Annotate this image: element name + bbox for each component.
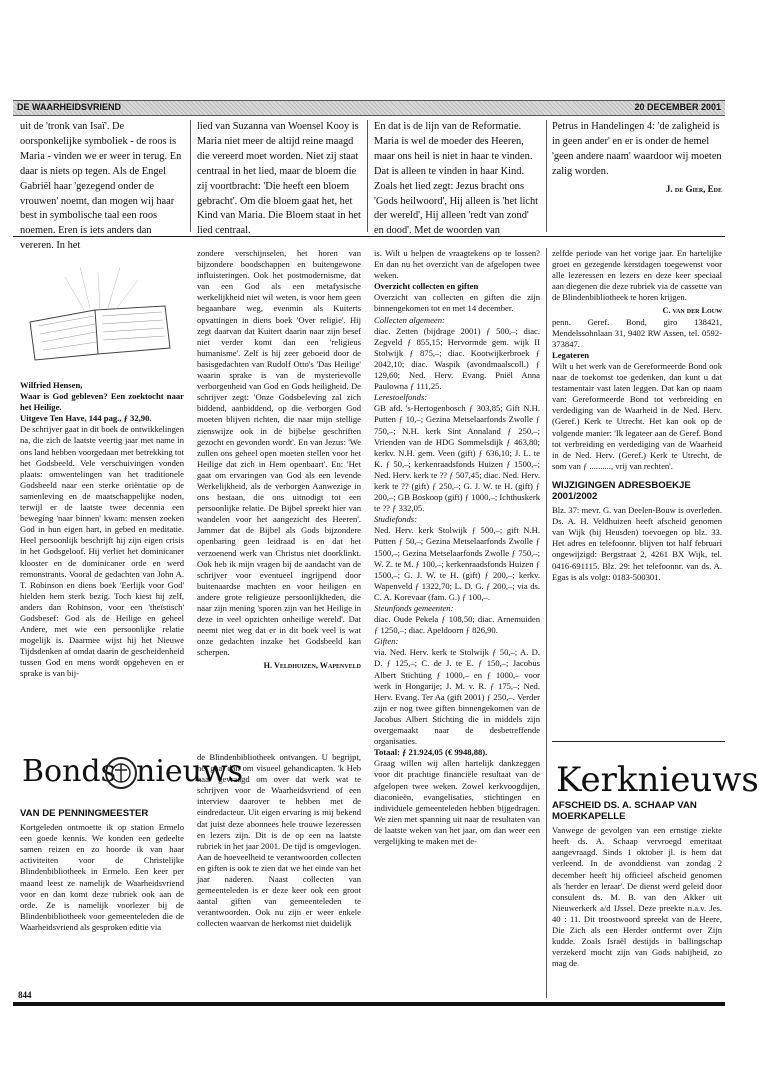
top-article-signature: J. de Gier, Ede [665, 183, 722, 194]
review-col1: Wilfried Hensen, Waar is God gebleven? Een zoektocht naar het Heilige. Uitgeve Ten Have, 144 pag., ƒ 32,90. De schrijver gaat in dit boek de ontwikkelingen na, die zich de laatste veertig jaar met name in ons land hebben voorgedaan met betrekking tot het Godsbeeld. Vele verschuivingen vonden plaats: omwentelingen van het traditionele Godsbeeld naar een sterke oriëntatie op de samenleving en de maatschappelijke noden, terwijl er de laatste twee decennia een beweging 'naar binnen' kwam: mensen zoeken God in hun eigen hart, in gebed en meditatie. Heel persoonlijk beschrijft hij zijn eigen crisis in het Godsgeloof. Hij verliet het dominicaner klooster en de dominicaner orde en werd remonstrants. Vooral de gedachten van John A. T. Robinson en diens boek 'Eerlijk voor God' hielden hem sterk bezig. Toch kiest hij zelf, anders dan Robinson, voor een 'theïstisch' Godsbesef: God als de Heilige en geheel Andere, met wie een persoonlijke relatie mogelijk is. Daarmee wijst hij het Nieuwe Tijdsdenken af omdat daarin de gescheidenheid tussen God en mens wordt opgeheven en er sprake is van bij- [20, 380, 184, 679]
column-rule [190, 120, 191, 232]
penningmeester-signature: C. van der Louw [662, 306, 722, 316]
footer-bar [13, 1002, 725, 1006]
page-header [13, 100, 725, 116]
penningmeester-heading: VAN DE PENNINGMEESTER [20, 808, 149, 819]
collections-total: Totaal: ƒ 21.924,05 (€ 9948,88). [374, 747, 488, 758]
kerknieuws-col: AFSCHEID DS. A. SCHAAP VAN MOERKAPELLE Vanwege de gevolgen van een ernstige ziekte heeft ds. A. Schaap vervroegd emeritaat aangevraagd. Sinds 1 oktober jl. is hem dat verleend. In de avonddienst van zondag 2 december heeft hij officieel afscheid genomen als 'herder en leraar'. De dienst werd geleid door consulent ds. M. B. van den Akker uit Nieuwerkerk a/d IJssel. Deze preekte n.a.v. Jes. 40 : 11. Dit troostwoord spreekt van de Heere, Die Zich als een Herder ontfermt over Zijn kudde. Zoals Israël destijds in ballingschap verzekerd mocht zijn van Gods nabijheid, zo mag de [552, 800, 722, 969]
top-article-col3: En dat is de lijn van de Reformatie. Maria is wel de moeder des Heeren, maar ons heil is niet in haar te vinden. Dat is alleen te vinden in haar Kind. Zoals het lied zegt: Jezus bracht ons 'Gods heilwoord', Hij alleen is 'het licht der wereld', Hij alleen 'redt van zond' en dood'. Met de woorden van [374, 121, 539, 237]
review-author: Wilfried Hensen, [20, 380, 83, 390]
book-illustration [20, 252, 180, 372]
column-rule [367, 120, 368, 232]
divider [552, 741, 725, 742]
top-article-col1: uit de 'tronk van Isaï'. De oorsponkelijke symboliek - de roos is Maria - vinden we er weer in terug. En daar is niets op tegen. Als de Engel Gabriël haar 'gezegend onder de vrouwen' noemt, dan mogen wij haar best in symbolische taal een roos noemen. Eren is iets anders dan vereren. In het [20, 121, 182, 252]
bondsnieuws-logo: Bonds nieuws [22, 754, 244, 789]
bond-emblem-icon [104, 756, 138, 790]
review-signature: H. Veldhuizen, Wapenveld [263, 661, 361, 671]
divider [13, 236, 725, 237]
column-rule [546, 120, 547, 232]
column-rule [546, 248, 547, 998]
collections-col: is. Wilt u helpen de vraagtekens op te lossen? En dan nu het overzicht van de afgelopen twee weken. Overzicht collecten en giften Overzicht van collecten en giften die zijn binnengekomen tot en met 14 december. Collecten algemeen: diac. Zetten (bijdrage 2001) ƒ 500,–; diac. Zegveld ƒ 855,15; Hervormde gem. wijk II Stolwijk ƒ 875,–; diac. Kootwijkerbroek ƒ 2042,10; diac. Waspik (avondmaalscoll.) ƒ 129,60; Ned. Herv. Evang. Pniël Anna Paulowna ƒ 111,25. Lerestoelfonds: GB afd. 's-Hertogenbosch ƒ 303,85; Gift N.H. Putten ƒ 10,–; Gezina Metselaarfonds Zwolle ƒ 750,–; N.H. kerk Sint Annaland ƒ 250,–; Vrienden van de HDG Sommelsdijk ƒ 463,80; kerkv. N.H. gem. Veen (gift) ƒ 636,10; J. L. te K. ƒ 50,–; kerkenraadsfonds Huizen ƒ 1500,–; Ned. Herv. kerk te ?? ƒ 507,45; diac. Ned. Herv. kerk te ?? (gift) ƒ 250,–; G. J. W. te H. (gift) ƒ 200,–; GB Boskoop (gift) ƒ 1000,–; Ichthuskerk te ?? ƒ 332,05. Studiefonds: Ned. Herv. kerk Stolwijk ƒ 500,–; gift N.H. Putten ƒ 50,–; Gezina Metselaarfonds Zwolle ƒ 1500,–; Gezina Metselaarfonds Zwolle ƒ 750,–; W. Z. te M. ƒ 100,–; kerkenraadsfonds Huizen ƒ 1500,–; G. J. W. te H. (gift) ƒ 200,–; kerkv. Wapenveld ƒ 1322,70; L. D. G. ƒ 200,–; via ds. C. A. Korevaar (fam. G.) ƒ 100,–. Steunfonds gemeenten: diac. Oude Pekela ƒ 108,50; diac. Arnemuiden ƒ 1250,–; diac. Apeldoorn ƒ 826,90. Giften: via. Ned. Herv. kerk te Stolwijk ƒ 50,–; A. D. D. ƒ 125,–; C. de J. te E. ƒ 150,–; Jacobus Albert Stichting ƒ 1000,– en ƒ 1000,– voor werk in Hongarije; J. M. v. R. ƒ 175,–; Ned. Herv. Evang. Ter Aa (gift 2001) ƒ 250,–. Verder zijn er nog twee giften binnengekomen van de Jacobus Albert Stichting die in middels zijn overgemaakt naar de desbetreffende organisaties. Totaal: ƒ 21.924,05 (€ 9948,88). Graag willen wij allen hartelijk dankzeggen voor dit prachtige financiële resultaat van de afgelopen twee weken. Zowel kerkvoogdijen, diaconieën, evangelisaties, stichtingen en individuele gemeenteleden hebben bijgedragen. We zien met spanning uit naar de resultaten van de laatste weken van het jaar, om dan weer een vergelijking te maken met de- [374, 248, 540, 846]
top-article-col2: lied van Suzanna van Woensel Kooy is Maria niet meer de altijd reine maagd die vereerd moet worden. Niet zij staat centraal in het lied, maar de bloem die zij voortbracht: 'Die heeft een bloem gebracht'. Om die bloem gaat het, het Kind van Maria. Die Bloem staat in het lied centraal. [197, 121, 361, 237]
publication-title: DE WAARHEIDSVRIEND [17, 102, 122, 112]
review-col2: zondere verschijnselen, het horen van bijzondere boodschappen en buitengewone influisteringen. Ook het postmodernisme, dat van een God als een metafysische werkelijkheid niet wil weten, is voor hem geen begaanbare weg, evenmin als Kuiterts opvattingen in diens boek 'Over religie'. Hij zegt daarvan dat Kuitert daarin naar zijn besef niet verder komt dan een 'religieus humanisme'. Zelf is hij zeer geboeid door de basisgedachten van Rudolf Otto's 'Das Heilige' waarin sprake is van de mysterievolle verborgenheid van God en Gods heiligheid. De schrijver zegt: 'Onze Godsbeleving zal zich biddend, aanbiddend, op die verborgen God moeten blijven richten, die naar mijn stellige zienswijze ook in de bijbelse geschriften gezocht en gevonden wordt'. En van Jezus: 'We zullen ons geheel open moeten stellen voor het Heilige dat zich in Hem openbaart'. En: 'Het gaat om ervaringen van God als een levende Werkelijkheid, als de verborgen Aanwezige in ons bestaan, die ons uitnodigt tot een persoonlijke relatie. De Bijbel spreekt hier van wandelen voor het aangezicht des Heeren'. Jammer dat de Bijbel als Gods bijzondere openbaring geen leidraad is en dat het verzoenend werk van Christus niet doorklinkt. Ook heb ik mijn vragen bij de aandacht van de schrijver voor eventueel ingrijpend door buitenaardse machten en voor heiligen en andere grote religieuze persoonlijkheden, die naar zijn mening 'sporen zijn van het Heilige in deze in veel opzichten onheilige wereld'. Dat neemt niet weg dat er in dit boek veel is wat onze gedachten inzake het Godsbeeld kan scherpen. H. Veldhuizen, Wapenveld [197, 248, 361, 671]
top-article-col4: Petrus in Handelingen 4: 'de zaligheid is in geen ander' en er is onder de hemel 'geen andere naam' waardoor wij moeten zalig worden. J. de Gier, Ede [552, 120, 722, 197]
bondsnieuws-col1: VAN DE PENNINGMEESTER Kortgeleden ontmoette ik op station Ermelo een goede kennis. We konden een gedeelte samen reizen en zo hoorde ik van haar activiteiten voor de Christelijke Blindenbibliotheek in Ermelo. Een keer per maand leest ze namelijk de Waarheidsvriend voor en dan komt deze rubriek ook aan de orde. Ze is namelijk voorlezer bij de Blindenbibliotheek voor gemeenteleden die de Waarheidsvriend als gesproken editie via [20, 808, 184, 932]
adresboekje-heading: WIJZIGINGEN ADRESBOEKJE 2001/2002 [552, 479, 691, 502]
page-number: 844 [18, 990, 32, 1000]
collections-heading: Overzicht collecten en giften [374, 281, 479, 292]
review-title: Waar is God gebleven? Een zoektocht naar het Heilige. [20, 391, 184, 413]
issue-date: 20 DECEMBER 2001 [634, 102, 721, 112]
bondsnieuws-col2: de Blindenbibliotheek ontvangen. U begrijpt, het gaat dan om visueel gehandicapten. 'k Heb haar gevraagd om over dat werk wat te schrijven voor de Waarheidsvriend of een interview daarover te hebben met de eindredacteur. Uit eigen ervaring is mij bekend dat juist deze abonnees hele trouwe lezeressen en lezers zijn. Dit is de op een na laatste rubriek in het jaar 2001. De tijd is omgevlogen. Aan de hoeveelheid te verantwoorden collecten en giften is ook te zien dat we het einde van het jaar naderen. Naast collecten van gemeenteleden is er deze keer ook een groot aantal giften van gemeenteleden te verantwoorden. Ook nu zijn er weer enkele collecten waarvan de herkomst niet duidelijk [197, 752, 361, 929]
legaten-heading: Legateren [552, 349, 590, 360]
right-col: zelfde periode van het vorige jaar. En hartelijke groet en gezegende kerstdagen toegewenst voor alle lezeressen en lezers en deze keer speciaal aan diegenen die deze rubriek via de cassette van de Blindenbibliotheek te horen krijgen. C. van der Louw penn. Geref. Bond, giro 138421, Mendelssohnlaan 31, 9402 RW Assen, tel. 0592-373847. Legateren Wilt u het werk van de Gereformeerde Bond ook naar de toekomst toe gedenken, dan kunt u dat testamentair vast laten leggen. Dat kan op naam van: Gereformeerde Bond tot verbreiding en verdediging van de Waarheid in de Ned. Herv. (Geref.) Kerk te Utrecht. Het kan ook op de volgende manier: 'Ik legateer aan de Geref. Bond tot verbreiding en verdediging van de Waarheid in de Ned. Herv. (Geref.) Kerk te Utrecht, de som van ƒ .........., vrij van rechten'. WIJZIGINGEN ADRESBOEKJE 2001/2002 Blz. 37: mevr. G. van Deelen-Bouw is overleden. Ds. A. H. Veldhuizen heeft afscheid genomen van Wijk (bij Heusden) toevoegen op blz. 33. Het adres en telefoonnr. blijven tot half februari ongewijzigd: Bergstraat 2, 4261 BX Wijk, tel. 0416-691115. Blz. 29: het telefoonnr. van ds. A. Egas is als volgt: 0183-500301. [552, 248, 722, 582]
afscheid-heading: AFSCHEID DS. A. SCHAAP VAN MOERKAPELLE [552, 800, 697, 823]
kerknieuws-logo: Kerknieuws [556, 760, 759, 800]
review-publisher: Uitgeve Ten Have, 144 pag., ƒ 32,90. [20, 413, 152, 424]
